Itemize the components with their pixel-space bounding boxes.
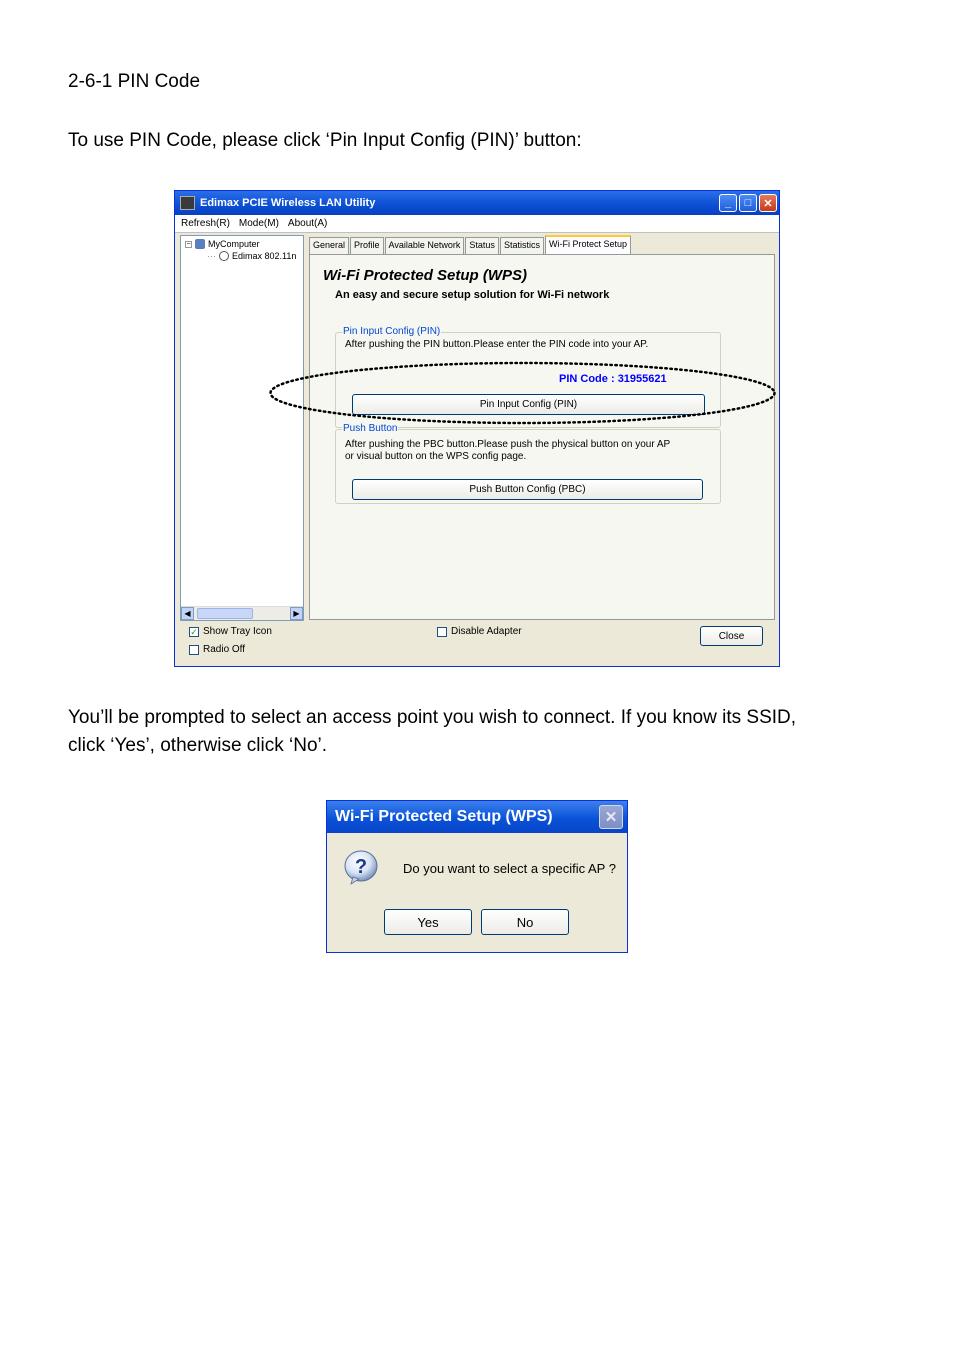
device-tree xyxy=(180,235,304,621)
close-button[interactable]: Close xyxy=(700,626,763,646)
tab-wifi-protect-setup[interactable]: Wi-Fi Protect Setup xyxy=(545,235,631,256)
yes-button[interactable]: Yes xyxy=(384,909,472,935)
minimize-icon[interactable]: _ xyxy=(719,194,737,212)
radio-off-checkbox[interactable] xyxy=(189,645,199,655)
intro-text: To use PIN Code, please click ‘Pin Input Config (PIN)’ button: xyxy=(68,130,582,151)
dialog-close-icon[interactable]: ✕ xyxy=(599,805,623,829)
tree-item-mycomputer[interactable] xyxy=(185,239,260,249)
pin-group-desc: After pushing the PIN button.Please enter the PIN code into your AP. xyxy=(345,339,649,350)
radio-off-label: Radio Off xyxy=(203,644,246,655)
window-title: Edimax PCIE Wireless LAN Utility xyxy=(200,197,376,209)
window-titlebar xyxy=(175,191,779,215)
scroll-left-icon[interactable]: ◀ xyxy=(181,607,194,620)
utility-window xyxy=(174,190,780,667)
menu-about[interactable]: About(A) xyxy=(287,218,328,229)
disable-adapter-option[interactable] xyxy=(437,626,522,637)
tree-child-label: Edimax 802.11n xyxy=(232,251,297,261)
tree-item-adapter[interactable] xyxy=(207,251,296,261)
prompt-text-line-1: You’ll be prompted to select an access point you wish to connect. If you know its SSID, xyxy=(68,707,797,728)
tab-profile[interactable]: Profile xyxy=(350,237,384,255)
pin-code-label: PIN Code : xyxy=(559,373,615,385)
pbc-group xyxy=(335,423,721,504)
wps-title: Wi-Fi Protected Setup (WPS) xyxy=(323,267,528,284)
push-button-config-button[interactable]: Push Button Config (PBC) xyxy=(352,479,703,500)
tree-scrollbar[interactable] xyxy=(181,606,303,620)
menubar xyxy=(175,215,779,233)
pbc-group-legend: Push Button xyxy=(343,423,398,434)
maximize-icon[interactable]: □ xyxy=(739,194,757,212)
tree-root-label: MyComputer xyxy=(208,239,260,249)
tab-status[interactable]: Status xyxy=(465,237,499,255)
pin-code-value: 31955621 xyxy=(617,373,667,385)
disable-adapter-checkbox[interactable] xyxy=(437,627,447,637)
pbc-group-desc-2: or visual button on the WPS config page. xyxy=(345,451,527,462)
close-icon[interactable]: ✕ xyxy=(759,194,777,212)
wps-subtitle: An easy and secure setup solution for Wi-Fi network xyxy=(335,289,610,301)
no-button[interactable]: No xyxy=(481,909,569,935)
adapter-icon xyxy=(219,251,229,261)
menu-mode[interactable]: Mode(M) xyxy=(238,218,279,229)
tab-statistics[interactable]: Statistics xyxy=(500,237,544,255)
scroll-thumb[interactable] xyxy=(197,608,253,619)
wps-dialog xyxy=(326,800,628,953)
section-heading: 2-6-1 PIN Code xyxy=(68,71,201,92)
tab-strip xyxy=(309,237,632,255)
pin-code-readout xyxy=(559,373,667,385)
show-tray-label: Show Tray Icon xyxy=(203,626,272,637)
pin-group xyxy=(335,326,721,428)
pin-group-legend: Pin Input Config (PIN) xyxy=(343,326,441,337)
pin-input-config-button[interactable]: Pin Input Config (PIN) xyxy=(352,394,705,415)
computer-icon xyxy=(195,239,205,249)
tree-connector: ··· xyxy=(207,251,216,261)
show-tray-icon-option[interactable] xyxy=(189,626,272,637)
dialog-titlebar xyxy=(327,801,627,833)
svg-text:?: ? xyxy=(354,856,368,878)
question-icon xyxy=(343,849,379,885)
scroll-right-icon[interactable]: ▶ xyxy=(290,607,303,620)
dialog-message: Do you want to select a specific AP ? xyxy=(403,861,616,876)
pbc-group-desc-1: After pushing the PBC button.Please push the physical button on your AP xyxy=(345,439,671,450)
window-footer xyxy=(175,623,779,666)
collapse-icon[interactable]: − xyxy=(186,240,191,248)
tab-available-network[interactable]: Available Network xyxy=(385,237,465,255)
prompt-text-line-2: click ‘Yes’, otherwise click ‘No’. xyxy=(68,735,328,756)
show-tray-checkbox[interactable]: ✓ xyxy=(190,626,198,637)
radio-off-option[interactable] xyxy=(189,644,245,655)
menu-refresh[interactable]: Refresh(R) xyxy=(181,218,230,229)
dialog-title: Wi-Fi Protected Setup (WPS) xyxy=(335,808,553,825)
disable-adapter-label: Disable Adapter xyxy=(451,626,522,637)
wps-panel xyxy=(309,254,775,620)
tab-general[interactable]: General xyxy=(309,237,349,255)
app-icon xyxy=(180,196,195,210)
